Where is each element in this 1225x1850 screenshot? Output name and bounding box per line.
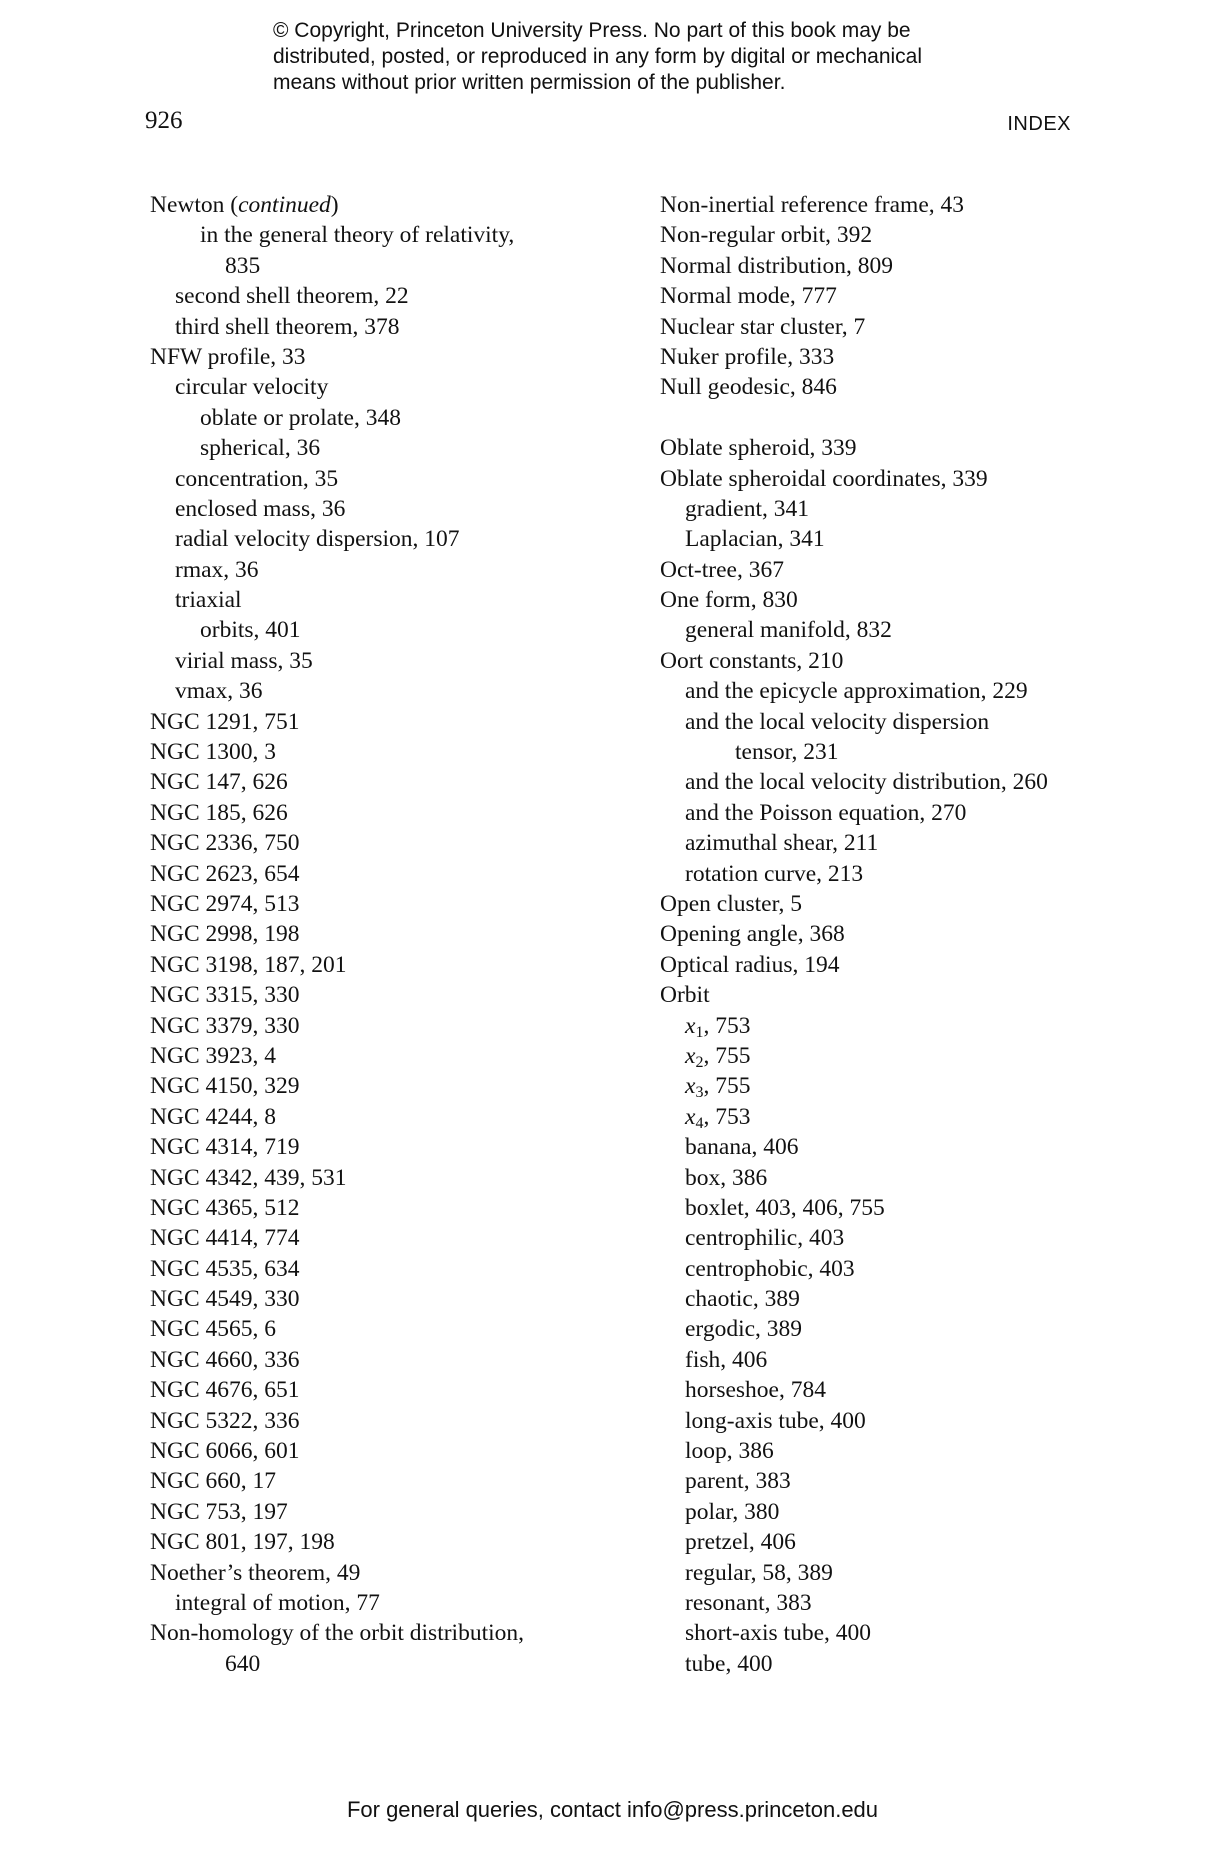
index-subentry: boxlet, 403, 406, 755: [685, 1194, 885, 1221]
index-subsubentry: spherical, 36: [200, 435, 321, 462]
index-subentry: virial mass, 35: [175, 647, 313, 674]
index-subentry: parent, 383: [685, 1468, 791, 1495]
index-subentry: long-axis tube, 400: [685, 1407, 866, 1434]
index-subentry: horseshoe, 784: [685, 1377, 826, 1404]
index-subentry: resonant, 383: [685, 1589, 812, 1616]
index-subentry-orbit-x1: $x_1$, 753: [685, 1012, 751, 1041]
index-entry: Oblate spheroidal coordinates, 339: [660, 465, 988, 492]
index-subentry: triaxial: [175, 587, 242, 614]
index-subentry: third shell theorem, 378: [175, 313, 400, 340]
index-entry: NGC 4565, 6: [150, 1316, 276, 1343]
index-subentry: banana, 406: [685, 1134, 799, 1161]
index-subentry: box, 386: [685, 1164, 768, 1191]
index-subentry: and the local velocity dispersion: [685, 708, 990, 735]
index-entry: NGC 4660, 336: [150, 1346, 300, 1373]
index-subentry: in the general theory of relativity,: [200, 222, 515, 249]
copyright-line: distributed, posted, or reproduced in any form by digital or mechanical: [273, 45, 923, 68]
index-subentry: and the Poisson equation, 270: [685, 799, 967, 826]
index-subentry: centrophilic, 403: [685, 1225, 845, 1252]
index-subentry: vmax, 36: [175, 678, 263, 705]
index-entry: NGC 2336, 750: [150, 830, 300, 857]
index-entry: NGC 3379, 330: [150, 1012, 300, 1039]
index-subentry: radial velocity dispersion, 107: [175, 526, 460, 553]
index-subentry: and the local velocity distribution, 260: [685, 769, 1048, 796]
index-entry: NGC 4244, 8: [150, 1103, 276, 1130]
page-number: 926: [145, 107, 183, 134]
index-entry: NFW profile, 33: [150, 343, 306, 370]
index-entry: One form, 830: [660, 587, 798, 614]
index-continuation: 835: [225, 252, 261, 279]
index-subentry: loop, 386: [685, 1438, 774, 1465]
index-subentry-orbit-x3: $x_3$, 755: [685, 1073, 751, 1102]
index-entry: NGC 4314, 719: [150, 1134, 300, 1161]
copyright-line: means without prior written permission of the publisher.: [273, 71, 786, 94]
index-entry: NGC 1291, 751: [150, 708, 300, 735]
index-entry: NGC 2623, 654: [150, 860, 300, 887]
index-entry: NGC 4549, 330: [150, 1286, 300, 1313]
index-entry: Orbit: [660, 982, 710, 1009]
index-subentry: circular velocity: [175, 374, 329, 401]
index-subentry-orbit-x2: $x_2$, 755: [685, 1042, 751, 1071]
index-entry: NGC 147, 626: [150, 769, 288, 796]
index-entry: Oblate spheroid, 339: [660, 435, 857, 462]
index-subentry: azimuthal shear, 211: [685, 830, 879, 857]
index-entry: NGC 2998, 198: [150, 921, 300, 948]
index-subentry: fish, 406: [685, 1346, 768, 1373]
index-subentry: Laplacian, 341: [685, 526, 825, 553]
index-entry: Non-inertial reference frame, 43: [660, 192, 965, 218]
index-entry: Normal mode, 777: [660, 283, 837, 310]
index-entry: NGC 2974, 513: [150, 890, 300, 917]
index-column-right: [660, 190, 1100, 1679]
index-subentry: centrophobic, 403: [685, 1255, 855, 1282]
index-subentry: concentration, 35: [175, 465, 339, 492]
index-subentry: chaotic, 389: [685, 1286, 800, 1313]
index-entry: Non-homology of the orbit distribution,: [150, 1620, 525, 1647]
index-subentry: pretzel, 406: [685, 1529, 796, 1556]
index-entry: NGC 3315, 330: [150, 982, 300, 1009]
index-entry: Nuclear star cluster, 7: [660, 313, 866, 340]
index-subentry: gradient, 341: [685, 495, 809, 522]
index-continuation: tensor, 231: [735, 739, 839, 766]
index-entry: NGC 4414, 774: [150, 1225, 300, 1252]
index-subentry-orbit-x4: $x_4$, 753: [685, 1103, 751, 1132]
index-entry: Oort constants, 210: [660, 647, 844, 674]
index-subentry: second shell theorem, 22: [175, 283, 409, 310]
index-entry: NGC 4535, 634: [150, 1255, 300, 1282]
copyright-notice: [273, 18, 973, 96]
index-entry: NGC 6066, 601: [150, 1438, 300, 1465]
index-entry: Optical radius, 194: [660, 951, 840, 978]
index-continuation: 640: [225, 1650, 261, 1677]
index-entry: NGC 801, 197, 198: [150, 1529, 335, 1556]
index-entry: NGC 3198, 187, 201: [150, 951, 347, 978]
index-subentry: short-axis tube, 400: [685, 1620, 872, 1647]
index-subentry: rotation curve, 213: [685, 860, 864, 887]
index-entry: NGC 4342, 439, 531: [150, 1164, 347, 1191]
footer-contact: For general queries, contact info@press.princeton.edu: [346, 1797, 879, 1822]
index-entry: NGC 753, 197: [150, 1498, 288, 1525]
letter-group-gap: [660, 403, 1100, 433]
index-subentry: rmax, 36: [175, 556, 259, 583]
index-subentry: regular, 58, 389: [685, 1559, 833, 1586]
index-subentry: integral of motion, 77: [175, 1589, 380, 1616]
index-entry: Oct-tree, 367: [660, 556, 784, 583]
running-head: INDEX: [1007, 113, 1071, 135]
index-entry: NGC 660, 17: [150, 1468, 276, 1495]
index-subentry: ergodic, 389: [685, 1316, 803, 1343]
index-subentry: and the epicycle approximation, 229: [685, 678, 1028, 705]
index-entry: NGC 4676, 651: [150, 1377, 300, 1404]
index-entry: Open cluster, 5: [660, 890, 802, 917]
index-entry: Noether’s theorem, 49: [150, 1559, 361, 1586]
index-subsubentry: oblate or prolate, 348: [200, 404, 401, 431]
index-subsubentry: orbits, 401: [200, 617, 301, 644]
index-entry: Opening angle, 368: [660, 921, 845, 948]
index-entry: Nuker profile, 333: [660, 343, 835, 370]
index-entry: Newton (continued): [150, 192, 339, 218]
index-subentry: tube, 400: [685, 1650, 773, 1677]
index-entry: NGC 1300, 3: [150, 739, 276, 766]
index-entry: Normal distribution, 809: [660, 252, 894, 279]
index-subentry: polar, 380: [685, 1498, 780, 1525]
index-entry: Non-regular orbit, 392: [660, 222, 873, 249]
index-subentry: general manifold, 832: [685, 617, 892, 644]
index-entry: NGC 4365, 512: [150, 1194, 300, 1221]
index-entry: NGC 4150, 329: [150, 1073, 300, 1100]
index-entry: NGC 5322, 336: [150, 1407, 300, 1434]
copyright-line: © Copyright, Princeton University Press. No part of this book may be: [273, 19, 911, 42]
index-entry: NGC 185, 626: [150, 799, 288, 826]
index-entry: NGC 3923, 4: [150, 1042, 276, 1069]
index-entry: Null geodesic, 846: [660, 374, 837, 401]
index-subentry: enclosed mass, 36: [175, 495, 346, 522]
index-column-left: [150, 190, 570, 1679]
